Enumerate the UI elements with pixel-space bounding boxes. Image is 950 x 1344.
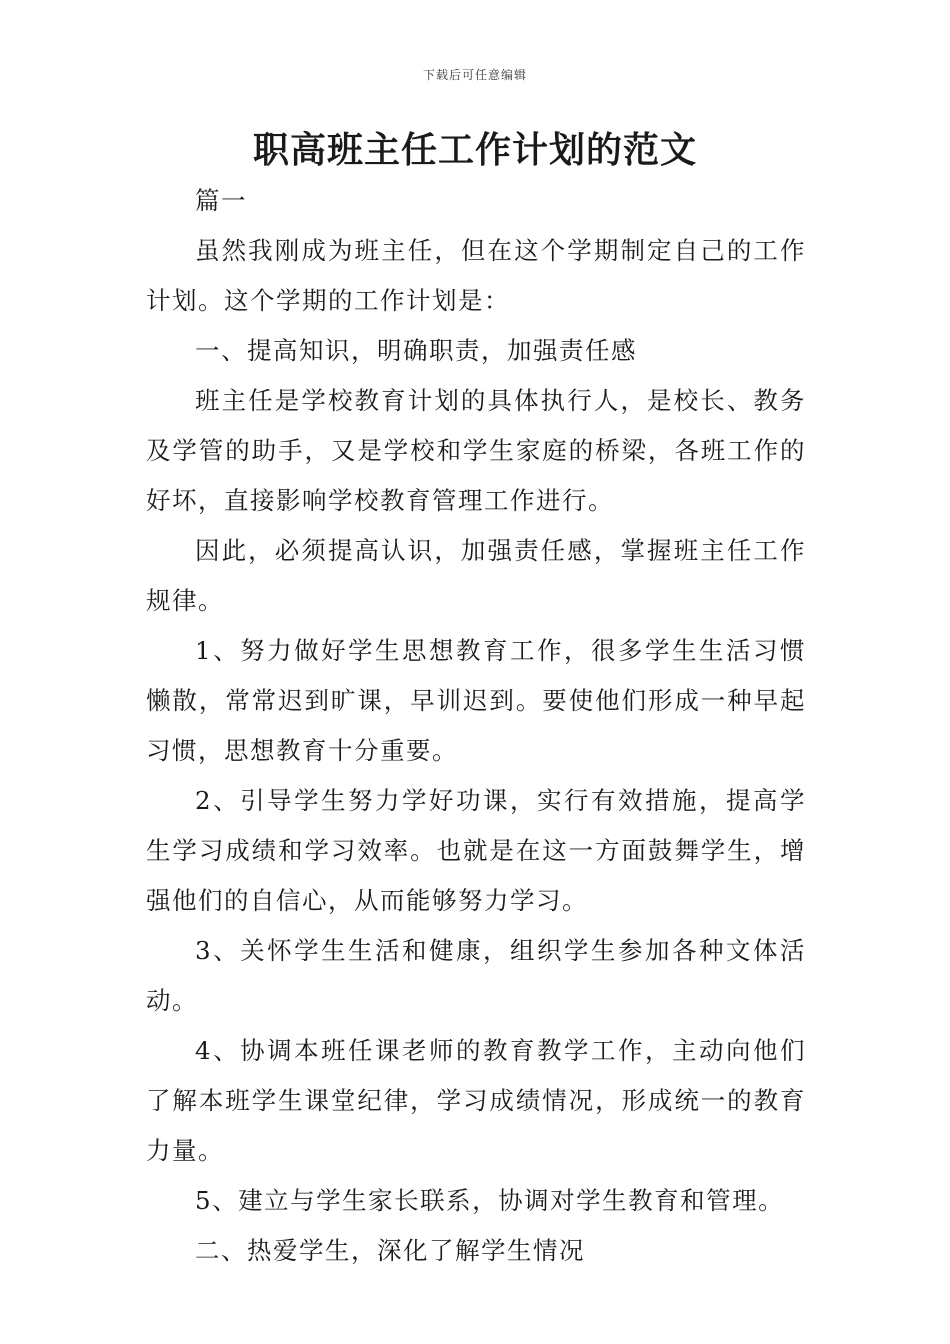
list-item-4: 4、协调本班任课老师的教育教学工作，主动向他们了解本班学生课堂纪律，学习成绩情况，形成统一的教育力量。 [146,1036,806,1165]
document-body [146,176,806,1276]
list-item-5: 5、建立与学生家长联系，协调对学生教育和管理。 [195,1186,785,1215]
intro-paragraph: 虽然我刚成为班主任，但在这个学期制定自己的工作计划。这个学期的工作计划是： [146,236,806,315]
list-item-2: 2、引导学生努力学好功课，实行有效措施，提高学生学习成绩和学习效率。也就是在这一方面鼓舞学生，增强他们的自信心，从而能够努力学习。 [146,786,806,915]
document-title: 职高班主任工作计划的范文 [252,130,697,171]
body-paragraph: 因此，必须提高认识，加强责任感，掌握班主任工作规律。 [146,536,806,615]
list-item-3: 3、关怀学生生活和健康，组织学生参加各种文体活动。 [146,936,806,1015]
heading-one: 一、提高知识，明确职责，加强责任感 [195,336,637,365]
list-item-1: 1、努力做好学生思想教育工作，很多学生生活习惯懒散，常常迟到旷课，早训迟到。要使他们形成一种早起习惯，思想教育十分重要。 [146,636,806,765]
header-note: 下载后可任意编辑 [422,68,527,82]
section-label: 篇一 [195,186,247,215]
heading-two: 二、热爱学生，深化了解学生情况 [195,1236,585,1265]
body-paragraph: 班主任是学校教育计划的具体执行人，是校长、教务及学管的助手，又是学校和学生家庭的桥梁，各班工作的好坏，直接影响学校教育管理工作进行。 [146,386,806,515]
